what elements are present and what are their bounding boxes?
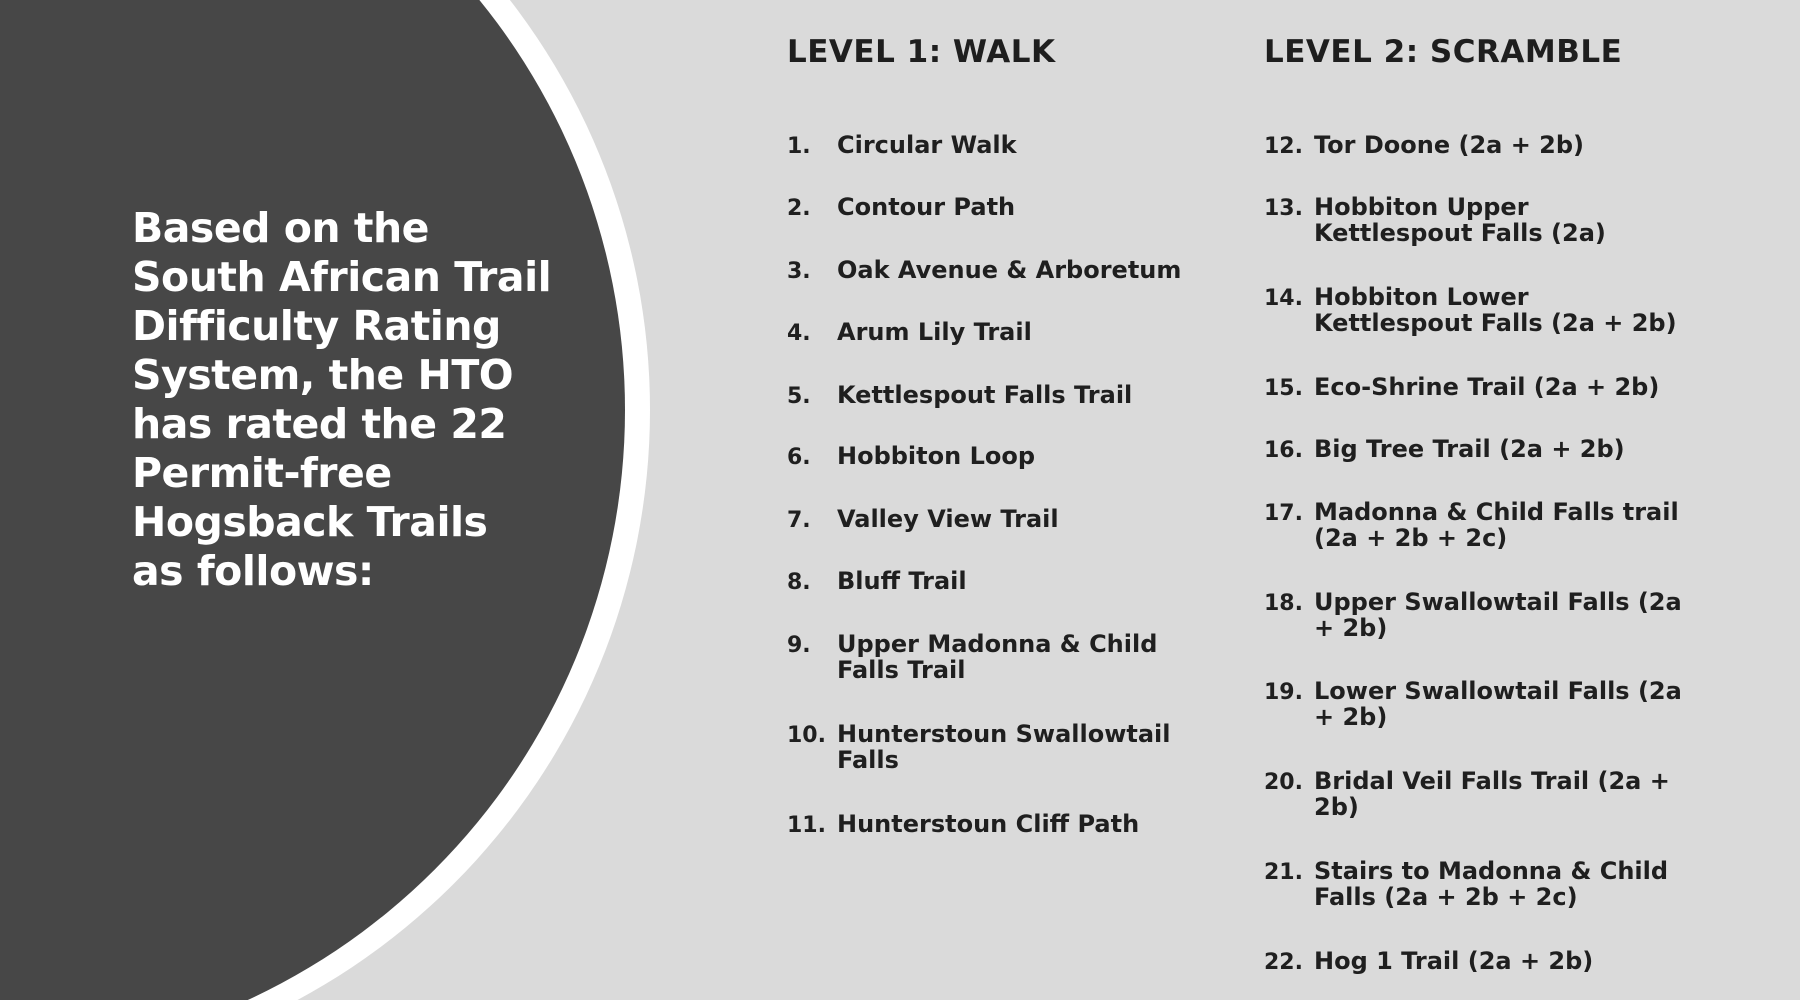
trail-number: 17. xyxy=(1264,501,1303,526)
trail-item xyxy=(1264,499,1684,551)
trail-name: Hunterstoun Swallowtail Falls xyxy=(837,720,1171,774)
trail-name: Eco-Shrine Trail (2a + 2b) xyxy=(1314,373,1660,401)
trail-number: 16. xyxy=(1264,438,1303,463)
trail-number: 5. xyxy=(787,384,811,409)
trail-number: 12. xyxy=(1264,134,1303,159)
trail-item xyxy=(1264,132,1684,160)
trail-number: 10. xyxy=(787,723,826,748)
trail-name: Big Tree Trail (2a + 2b) xyxy=(1314,435,1625,463)
trail-item xyxy=(1264,948,1684,976)
trail-name: Oak Avenue & Arboretum xyxy=(837,256,1182,284)
level-1-column xyxy=(787,30,1197,838)
trail-number: 7. xyxy=(787,508,811,533)
trail-number: 19. xyxy=(1264,680,1303,705)
trail-number: 14. xyxy=(1264,286,1303,311)
trail-name: Contour Path xyxy=(837,193,1016,221)
trail-item xyxy=(787,506,1197,534)
trail-name: Arum Lily Trail xyxy=(837,318,1032,346)
trail-number: 13. xyxy=(1264,196,1303,221)
level-2-column xyxy=(1264,30,1694,975)
trail-name: Hobbiton Loop xyxy=(837,442,1036,470)
trail-item xyxy=(787,811,1197,839)
trail-number: 6. xyxy=(787,445,811,470)
trail-item xyxy=(787,194,1197,222)
trail-item xyxy=(1264,768,1684,820)
trail-name: Hunterstoun Cliff Path xyxy=(837,810,1140,838)
trail-item xyxy=(1264,858,1684,910)
trail-item xyxy=(1264,678,1684,730)
trail-number: 9. xyxy=(787,633,811,658)
trail-number: 4. xyxy=(787,321,811,346)
trail-name: Bluff Trail xyxy=(837,567,967,595)
trail-name: Circular Walk xyxy=(837,131,1017,159)
trail-item xyxy=(1264,589,1684,641)
trail-name: Stairs to Madonna & Child Falls (2a + 2b + 2c) xyxy=(1314,857,1669,911)
trail-name: Valley View Trail xyxy=(837,505,1059,533)
trail-name: Bridal Veil Falls Trail (2a + 2b) xyxy=(1314,767,1670,821)
trail-item xyxy=(787,132,1197,160)
trail-item xyxy=(787,568,1197,596)
trail-number: 11. xyxy=(787,813,826,838)
trail-item xyxy=(787,382,1197,410)
trail-item xyxy=(787,631,1197,683)
trail-name: Hobbiton Upper Kettlespout Falls (2a) xyxy=(1314,193,1606,247)
trail-name: Madonna & Child Falls trail (2a + 2b + 2c) xyxy=(1314,498,1679,552)
level-2-heading: LEVEL 2: SCRAMBLE xyxy=(1264,34,1623,70)
trail-name: Upper Swallowtail Falls (2a + 2b) xyxy=(1314,588,1682,642)
trail-item xyxy=(1264,284,1684,336)
trail-item xyxy=(787,443,1197,471)
trail-item xyxy=(1264,194,1684,246)
trail-number: 15. xyxy=(1264,376,1303,401)
trail-name: Kettlespout Falls Trail xyxy=(837,381,1133,409)
trail-name: Hog 1 Trail (2a + 2b) xyxy=(1314,947,1594,975)
trail-item xyxy=(787,721,1197,773)
trail-name: Upper Madonna & Child Falls Trail xyxy=(837,630,1158,684)
trail-number: 18. xyxy=(1264,591,1303,616)
trail-number: 2. xyxy=(787,196,811,221)
trail-item xyxy=(787,319,1197,347)
trail-name: Tor Doone (2a + 2b) xyxy=(1314,131,1585,159)
trail-name: Lower Swallowtail Falls (2a + 2b) xyxy=(1314,677,1682,731)
trail-item xyxy=(1264,374,1684,402)
trail-number: 8. xyxy=(787,570,811,595)
trail-number: 21. xyxy=(1264,860,1303,885)
trail-item xyxy=(1264,436,1684,464)
trail-name: Hobbiton Lower Kettlespout Falls (2a + 2b) xyxy=(1314,283,1677,337)
trail-number: 3. xyxy=(787,259,811,284)
intro-text: Based on the South African Trail Difficulty Rating System, the HTO has rated the 22 Permit-free Hogsback Trails as follows: xyxy=(132,204,552,595)
trail-number: 1. xyxy=(787,134,811,159)
level-1-heading: LEVEL 1: WALK xyxy=(787,34,1056,70)
trail-number: 22. xyxy=(1264,950,1303,975)
trail-number: 20. xyxy=(1264,770,1303,795)
trail-item xyxy=(787,257,1197,285)
